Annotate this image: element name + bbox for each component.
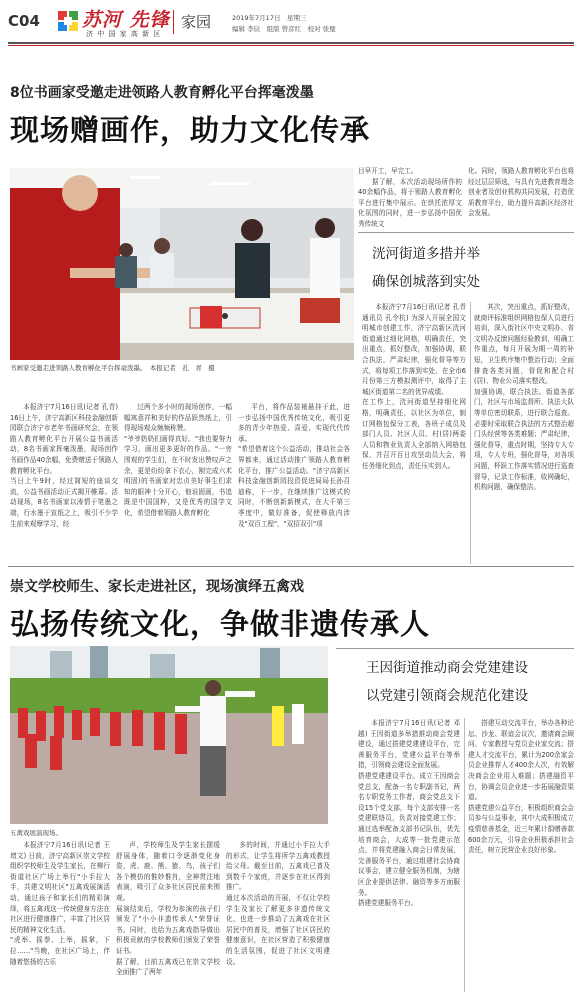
story4-col1 (358, 718, 460, 992)
story3-headline: 弘扬传统文化，争做非遗传承人 (10, 607, 431, 641)
story4-col1-text: 本报济宁7月16日讯(记者 邓越) 王因街道多举措推动商会党建建设，通过搭建党建建设平台，完善服务平台，党建公益平台等举措，引领商会建设全面发展。 搭建党建建设平台。成立王因商会党总支，配备一名专职副书记，两名专职党务工作者，商会党总支下设15个党支部，每个支部安排一名党建联络员，负责对接党建工作；通过选举配备支部书记队伍，优先培育商会，大成等一批党建示范点，并将党建融入商会日常发展，完善服务平台，通过组建社会协商议事会，建立健全服务机制，为辖区企业提供法律、融资等多方面服务。 搭建党建服务平台。 (358, 719, 460, 908)
story1-col-top-right-text: 目早开工，早完工。 据了解，本次活动现场所作的40余幅作品，将于领路人教育孵化平台进行集中展示。在烘托浓厚文化氛围的同时，进一步弘扬中国优秀传统文 (358, 167, 462, 228)
story4-subhead-line2: 以党建引领商会规范化建设 (366, 688, 528, 704)
issue-date: 2019年7月17日 星期三 (232, 14, 307, 22)
story1-col-top-right2-text: 化。同时，领路人教育孵化平台也将经过层层筛选，与具有先进教育理念创业者及创业机构共同发展，打造优质教育平台，助力提升高新区经济社会发展。 (468, 167, 574, 218)
story2-col2-text: 其次，突出重点，抓好整改，就商评标准组织网格包保人员进行培训，深入街社区中央文明办、省文明办反馈问题经验教训，明确工作重点，每月开展为期一周的补短，卫生秩序集中整治行动；全面排查各类问题，督促和配合村(居)、物业公司落实整改。 加强协调，联合执法。街道各部门，社区与市场监督所、执法大队等单位密切联系，进行联合巡查。必要时采取联合执法的方式整治超门头经营等各类难题；严肃纪律，强化督导，重点时期，坚持专人专项，专人专班，强化督导，对各项问题，杯跃工作落实情况进行巡查督导，记录工作标准，收网确纪，机构问题，确保整洁。 (474, 303, 574, 492)
story4-col2 (468, 718, 574, 992)
five-animal-exercise-scene-image (10, 646, 328, 824)
section-divider (8, 566, 574, 567)
story1-col-top-right2 (468, 166, 574, 230)
paper-name: 苏河 先锋 (82, 9, 170, 31)
masthead-rule (8, 42, 574, 44)
issue-staff: 编辑 李辰 组版 曾彦红 校对 张璧 (232, 25, 336, 33)
story3-col1 (10, 840, 110, 992)
story1-photo-caption: 书画家受邀走进领路人教育孵化平台挥毫泼墨。 本报记者 孔 青 摄 (10, 364, 215, 372)
story3-col3-text: 多的时间，并通过小手拉大手的形式，让学生将所学五禽戏教授给父母。截至目前，五禽戏已普及到数千个家庭，并逐步在社区得到推广。 通过本次活动的开展，不仅让学校学生及家长了解更多非遗传统文化，也进一步推动了五禽戏在社区居民中的普及，增强了社区居民的健康意识，在社区营造了积极健康的生活氛围，促进了社区文明建设。 (226, 841, 330, 966)
story3-col2 (116, 840, 220, 992)
story2-col1 (362, 302, 466, 564)
story1-col-top-right (358, 166, 462, 230)
story1-col1-text: 本报济宁7月16日讯(记者 孔青) 16日上午，济宁高新区科技金融创新园联合济宁市老年书画研究会，在领路人教育孵化平台开展公益书画活动，8名书画家挥毫泼墨，现场创作书画作品40余幅，免费赠送于领路人教育孵化平台。 当日上午9时，经过简短的座谈交流，公益书画活动正式揭开帷幕。活动现场，8名书画家以涛情于笔墨之端，行水墨于宣纸之上，吸引不少学生前来观摩学习，经 (10, 403, 118, 528)
story3-photo-caption: 五禽戏展演现场。 (10, 829, 62, 837)
masthead-separator (173, 10, 174, 34)
story1-col2-text: 过两个多小时的现场创作，一幅幅寓意祥和美好的作品跃然纸上，引得现场观众频频称赞。 "爷爷奶奶们画得真好。"我也要努力学习，画出更多更好的作品。"一旁围观的学生们，在不时发出赞叹声之余，更是纷纷拿下衣心，刚完成六术明固)的书画家对忠贞美好事生们求知的眼神十分开心，他说固画，书追既是中国国粹，又是优秀的国学文化，希望借着领路人教育孵化 (124, 403, 232, 517)
story4-subhead-line1: 王因街道推动商会党建建设 (366, 660, 528, 676)
masthead-rule-red (8, 45, 574, 46)
story2-top-divider (358, 232, 574, 233)
story1-col3-text: 平台，将作品装裱悬挂于此，进一步弘扬中国优秀传统文化，吸引更多的青少年热爱、喜爱、实现代代传承。 "希望借着这个公益活动，推动社会各界都来，通过活动推广领路人教育孵化平台，推广公益活动。"济宁高新区科技金融创新园投资促进局局长孙召迪称，下一步，在继续推广这模式的同时，不断创新新模式，在大千第三季度中，做好准备，促使释放内涉及"双百工程"，"双招双引"项 (238, 403, 350, 528)
story3-col2-text: 声，学校师生及学生家长摆缓舒展身体，随着口令逐渐变化身姿，虎、鹿、熊、猿、鸟，孩子们各个模仿的惟妙惟肖，全神贯注地表演，吸引了众多社区居民前来围观。 展演结束后，学校为参演的孩子们颁发了"小小非遗传承人"荣誉证书。同时，也给为五禽戏指导做出积极贡献的学校教师们颁发了荣誉证书。 据了解，目前五禽戏已在崇文学校全面推广了两年 (116, 841, 220, 977)
section-name: 家园 (181, 13, 212, 31)
story2-col1-text: 本报济宁7月16日讯(记者 孔青 通讯员 孔令杭) 为深入开展全国文明城市创建工作，济宁高新区洸河街道通过细化网格，明确责任，突出重点，抓好整改，加强协调，联合执法，严肃纪律，强化督导等方式，将每项工作落到实处，在全市6月份第三方模拟测评中，取得了主城区街道第二名的优异成绩。 在工作上，洸河街道坚持细化网格，明确责任，以社区为单位，制订网格包保分工表，各班子成员及部门人员、社区人员、村(居)两委人员和物业负责人全部纳入网格包保，并召开百日攻坚动员大会，将任务细化到点，责任压实到人。 (362, 303, 466, 470)
story1-photo (10, 168, 354, 360)
story1-headline: 现场赠画作，助力文化传承 (10, 113, 371, 147)
story3-photo (10, 646, 328, 824)
story1-col2 (124, 402, 232, 564)
page-number: C04 (8, 12, 40, 30)
story4-col2-text: 搭建互动交流平台，举办各种论坛、沙龙、联谊会议次，邀请商会顾问、专家教授与党员企业家交流；搭建人才交流平台，累计为200余家会员企业推荐人才400余人次，有效解决商会企业用人难题；搭建融资平台，协调会员企业进一步拓展融资渠道。 搭建党建公益平台，积极组织商会会员参与公益事业，其中大成积极成立疫情慈善基金，近三年累计捐赠善款600余万元，引导企业积极承担社会责任，树立民营企业良好形象。 (468, 719, 574, 855)
story1-col1 (10, 402, 118, 564)
story4-column-rule (464, 718, 465, 992)
story4-top-divider (336, 648, 574, 649)
story2-col2 (474, 302, 574, 564)
story3-col1-text: 本报济宁7月16日讯(记者 王增文) 日前，济宁高新区崇文学校组织学校师生及学生家长，在柳行街道社区广场上举行"小手拉大手，共建文明社区"五禽戏展演活动，通过孩子和家长们的精彩演绎，将五禽戏这一传统健身方法在社区进行健康推广，丰富了社区居民的精神文化生活。 "虎举、摇拳、上举，摇掌，下拉……"当晚，在社区广场上，伴随着悠扬的古乐 (10, 841, 110, 966)
story1-col3 (238, 402, 350, 564)
newspaper-logo-icon (58, 11, 78, 31)
story1-kicker: 8位书画家受邀走进领路人教育孵化平台挥毫泼墨 (10, 85, 314, 101)
story2-subhead-line2: 确保创城落到实处 (372, 274, 480, 290)
calligraphy-scene-image (10, 168, 354, 360)
story2-subhead-line1: 洸河街道多措并举 (372, 246, 480, 262)
masthead (0, 0, 580, 42)
story2-column-rule (470, 302, 471, 564)
story3-kicker: 崇文学校师生、家长走进社区，现场演绎五禽戏 (10, 579, 304, 595)
paper-subtitle: 济 中 国 家 高 新 区 (86, 30, 162, 38)
story3-col3 (226, 840, 330, 992)
